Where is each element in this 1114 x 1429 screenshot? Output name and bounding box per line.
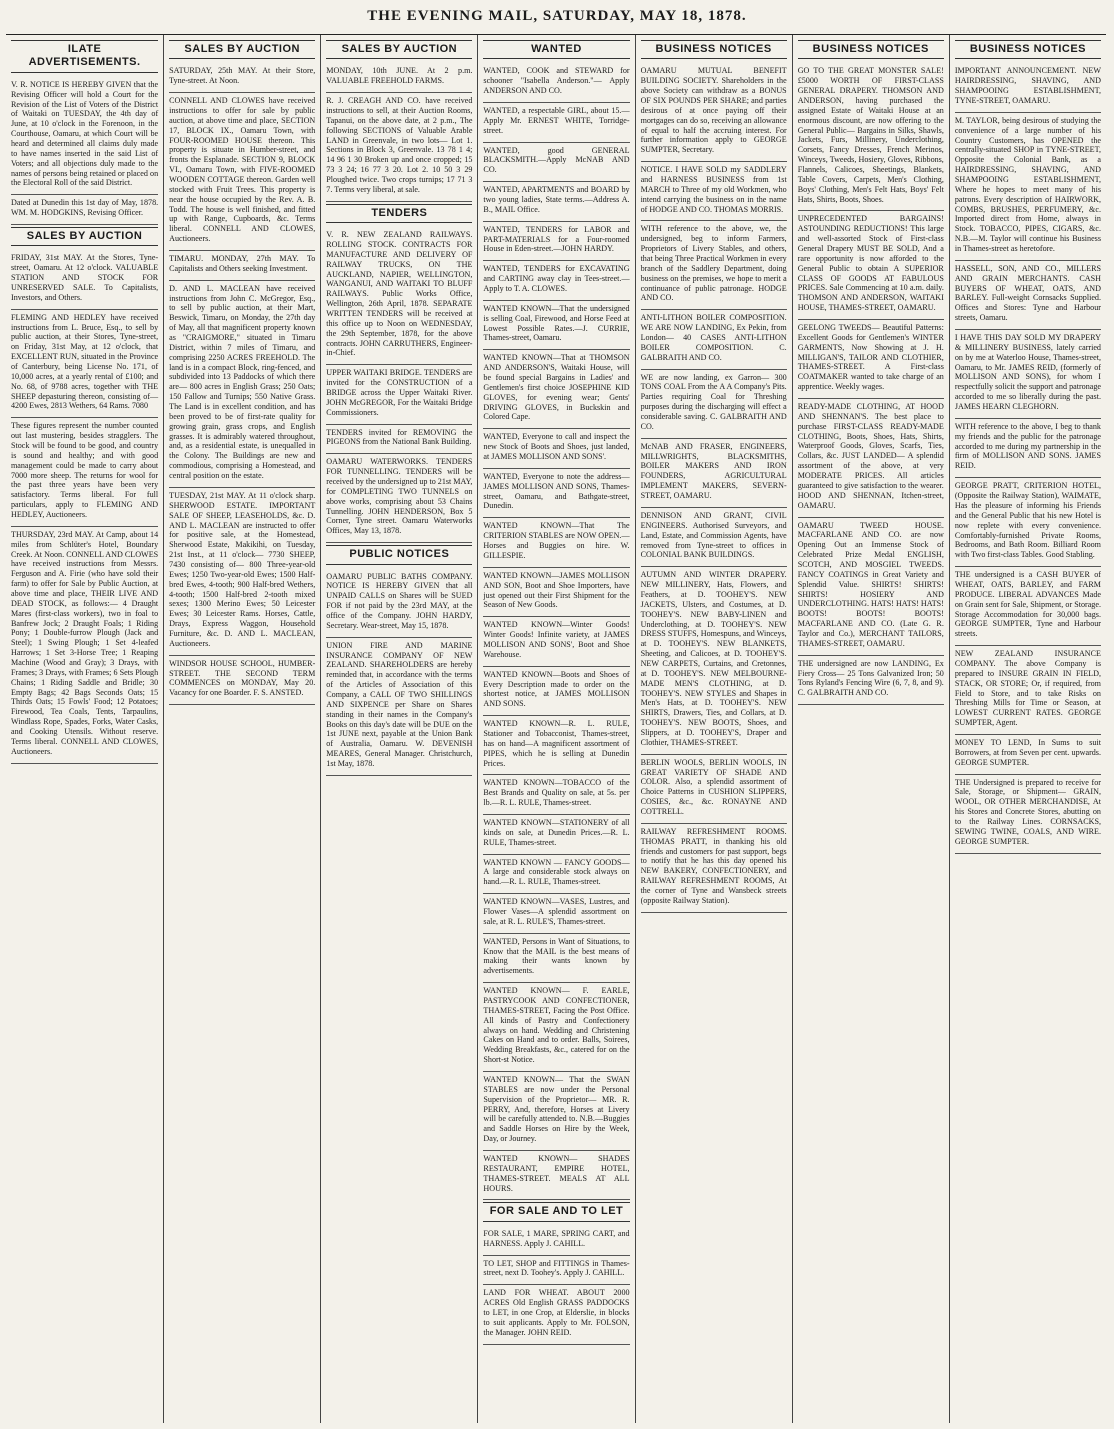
ad-block: McNAB AND FRASER, ENGINEERS, MILLWRIGHTS, BLACKSMITHS, BOILER MAKERS AND IRON FOUNDERS, AGRICULTURAL IMPLEMENT MAKERS, SEVERN-STREET, OAMARU. — [641, 439, 787, 508]
ad-block: WANTED KNOWN— That the SWAN STABLES are now under the Personal Supervision of the Proprietor— MR. R. PERRY, And, therefore, Horses at Livery will be carefully attended to. N.B.—Buggies and Saddle Horses on Hire by the Week, Day, or Journey. — [483, 1072, 629, 1151]
ad-block: FLEMING AND HEDLEY have received instructions from L. Bruce, Esq., to sell by public auction, at their Stores, Tyne-street, on Friday, 31st May, at 12 o'clock, that EXCELLENT RUN, situated in the Province of Canterbury, being License No. 171, of 10,000 acres, at a yearly rental of £100; and No. 68, of 9788 acres, together with THE SHEEP depasturing thereon, consisting of— 4200 Ewes, 2813 Wethers, 64 Rams. 7080 — [11, 310, 158, 419]
ad-block: THE Undersigned is prepared to receive for Sale, Storage, or Shipment— GRAIN, WOOL, OR OTHER MERCHANDISE, At his Stores and Concrete Stores, abutting on to the Railway Lines. CORNSACKS, SEWING TWINE, COALS, AND WIRE. GEORGE SUMPTER. — [955, 775, 1101, 854]
column-header: SALES BY AUCTION — [169, 40, 315, 59]
ad-block: FOR SALE, 1 MARE, SPRING CART, and HARNESS. Apply J. CAHILL. — [483, 1226, 629, 1256]
ad-block: WANTED, good GENERAL BLACKSMITH.—Apply McNAB AND CO. — [483, 143, 629, 183]
column-5 — [635, 35, 792, 1423]
ad-block: WITH reference to the above, I beg to thank my friends and the public for the patronage accorded to me during my partnership in the firm of MOLLISON AND SONS. JAMES REID. — [955, 419, 1101, 478]
ad-block: AUTUMN AND WINTER DRAPERY. NEW MILLINERY, Hats, Flowers, and Feathers, at D. TOOHEY'S. NEW JACKETS, Ulsters, and Costumes, at D. TOOHEY'S. NEW BABY-LINEN and Underclothing, at D. TOOHEY'S. NEW DRESS STUFFS, Homespuns, and Winceys, at D. TOOHEY'S. NEW BLANKETS, Sheeting, and Calicoes, at D. TOOHEY'S. NEW CARPETS, Curtains, and Cretonnes, at D. TOOHEY'S. NEW MELBOURNE-MADE MEN'S CLOTHING, at D. TOOHEY'S. NEW STYLES and Shapes in Men's Hats, at D. TOOHEY'S. NEW SHIRTS, Drawers, Ties, and Collars, at D. TOOHEY'S. NEW BOOTS, Shoes, and Slippers, at D. TOOHEY'S, Draper and Clothier, THAMES-STREET. — [641, 567, 787, 754]
ad-block: TUESDAY, 21st MAY. At 11 o'clock sharp. SHERWOOD ESTATE. IMPORTANT SALE OF SHEEP, LEASEHOLDS, &c. D. AND L. MACLEAN are instructed to offer for positive sale, at the Homestead, Sherwood Estate, Makikihi, on Tuesday, 21st Inst., at 11 o'clock— 7730 SHEEP, 7430 consisting of— 800 Three-year-old Ewes; 1250 Two-year-old Ewes; 1500 Half-bred Ewes, 4-tooth; 900 Half-bred Wethers, 4-tooth; 1500 Half-bred 2-tooth mixed sexes; 1300 Merino Ewes; 50 Leicester Ewes; 30 Leicester Rams. Horses, Cattle, Drays, Express Waggon, Household Furniture, &c. D. AND L. MACLEAN, Auctioneers. — [169, 488, 315, 656]
column-4 — [477, 35, 634, 1423]
ad-block: V. R. NOTICE IS HEREBY GIVEN that the Revising Officer will hold a Court for the Revision of the List of Voters of the District of Waitaki on TUESDAY, the 4th day of June, at 10 o'clock in the Forenoon, in the Courthouse, Oamaru, at which Court will be heard and determined all claims duly made to have names inserted in the said List of Voters; and all objections duly made to the names of persons being retained or placed on the Electoral Roll of the said District. — [11, 77, 158, 195]
ad-block: WANTED, TENDERS for EXCAVATING and CARTING away clay in Tees-street.—Apply to T. A. CLOWES. — [483, 261, 629, 301]
ad-block: WANTED KNOWN — FANCY GOODS—A large and considerable stock always on hand.—R. L. RULE, Thames-street. — [483, 855, 629, 895]
ad-block: WANTED KNOWN—TOBACCO of the Best Brands and Quality on sale, at 5s. per lb.—R. L. RULE, Thames-street. — [483, 775, 629, 815]
ad-block: WANTED, COOK and STEWARD for schooner "Isabella Anderson."— Apply ANDERSON AND CO. — [483, 63, 629, 103]
ad-block: WANTED, TENDERS for LABOR and PART-MATERIALS for a Four-roomed House in Eden-street.—JOHN HARDY. — [483, 222, 629, 262]
newspaper-page — [6, 34, 1106, 1423]
column-3 — [320, 35, 477, 1423]
ad-block: NOTICE. I HAVE SOLD my SADDLERY and HARNESS BUSINESS from 1st MARCH to Three of my old Workmen, who intend carrying the business on in the name of HODGE AND CO. THOMAS MORRIS. — [641, 162, 787, 221]
ad-block: WANTED KNOWN—STATIONERY of all kinds on sale, at Dunedin Prices.—R. L. RULE, Thames-street. — [483, 815, 629, 855]
section-header: TENDERS — [326, 204, 472, 223]
ad-block: THURSDAY, 23rd MAY. At Camp, about 14 miles from Schlüter's Hotel, Boundary Creek. At Noon. CONNELL AND CLOWES have received instructions from Messrs. Ferguson and A. Firie (who have sold their farm) to offer for Sale by Public Auction, at above time and place, THEIR LIVE AND DEAD STOCK, as follows:— 4 Draught Mares (first-class workers), two in foal to Banfrew Jock; 2 Draught Foals; 1 Riding Pony; 1 Double-furrow Plough (Jack and Steel); 1 Swing Plough; 1 Set 4-leafed Harrows; 1 Set 3-Horse Tree; 1 Reaping Machine (Wood and Gray); 3 Drays, with Frames; 3 Drays, with Frames; 6 Sets Plough Chains; 1 Riding Saddle and Bridle; 30 Empty Bags; 42 Bags Seconds Oats; 15 Thirds Oats; 15 Fowls' Food; 12 Potatoes; Firewood, Tea Coals, Tents, Tarpaulins, Windlass Rope, Spades, Forks, Water Casks, and Cooking Utensils. Without reserve. Terms liberal. CONNELL AND CLOWES, Auctioneers. — [11, 527, 158, 764]
column-header: BUSINESS NOTICES — [641, 40, 787, 59]
ad-block: WANTED KNOWN—R. L. RULE, Stationer and Tobacconist, Thames-street, has on hand—A magnificent assortment of PIPES, which he is selling at Dunedin Prices. — [483, 716, 629, 775]
column-2 — [163, 35, 320, 1423]
ad-block: WITH reference to the above, we, the undersigned, beg to inform Farmers, Proprietors of Livery Stables, and others, that being Three Practical Workmen in every branch of the Saddlery Department, doing business on the premises, we hope to merit a continuance of public patronage. HODGE AND CO. — [641, 221, 787, 310]
ad-block: WANTED, APARTMENTS and BOARD by two young ladies, State terms.—Address A. B., MAIL Office. — [483, 182, 629, 222]
ad-block: OAMARU MUTUAL BENEFIT BUILDING SOCIETY. Shareholders in the above Society can withdraw as a BONUS OF SIX POUNDS PER SHARE; and parties desirous of at once paying off their mortgages can do so, receiving an allowance of equal to half the accruing interest. For further information apply to GEORGE SUMPTER, Secretary. — [641, 63, 787, 162]
ad-block: UNPRECEDENTED BARGAINS! ASTOUNDING REDUCTIONS! This large and well-assorted Stock of First-class General Drapery MUST BE SOLD, And a rare opportunity is now afforded to the General Public to obtain A SUPERIOR CLASS OF GOODS AT FABULOUS PRICES. Sale Commencing at 10 a.m. daily. THOMSON AND ANDERSON, WAITAKI HOUSE, THAMES-STREET, OAMARU. — [798, 211, 944, 320]
column-1 — [6, 35, 163, 1423]
ad-block: WANTED KNOWN—VASES, Lustres, and Flower Vases—A splendid assortment on sale, at R. L. RULE'S, Thames-street. — [483, 894, 629, 934]
column-header: FOR SALE AND TO LET — [483, 1202, 629, 1221]
ad-block: WANTED KNOWN—JAMES MOLLISON AND SON, Boot and Shoe Importers, have just opened out their First Shipment for the Season of New Goods. — [483, 568, 629, 617]
ad-block: These figures represent the number counted out last mustering, besides stragglers. The Stock will be found to be good, and country is sound and healthy; and with good management could be made to carry about 7000 more sheep. The returns for wool for the past three years have been very satisfactory. Terms liberal. For full particulars, apply to FLEMING AND HEDLEY, Auctioneers. — [11, 418, 158, 527]
ad-block: WANTED, Everyone to call and inspect the new Stock of Boots and Shoes, just landed, at JAMES MOLLISON AND SONS'. — [483, 429, 629, 469]
ad-block: WANTED, Everyone to note the address—JAMES MOLLISON AND SONS, Thames-street, Oamaru, and Bathgate-street, Dunedin. — [483, 469, 629, 518]
ad-block: WANTED KNOWN—Winter Goods! Winter Goods! Infinite variety, at JAMES MOLLISON AND SONS', Boot and Shoe Warehouse. — [483, 617, 629, 666]
ad-block: R. J. CREAGH AND CO. have received instructions to sell, at their Auction Rooms, Tapanui, on the above date, at 2 p.m., The following SECTIONS of Valuable Arable LAND in Greenvale, in two lots— Lot 1. Sections in Block 3, Greenvale. 13 78 1 4; 14 96 1 30 Broken up and once cropped; 15 73 3 24; 16 77 3 20. Lot 2. 10 50 3 29 Ploughed twice. Two crops turnips; 17 71 3 7. Terms very liberal, at sale. — [326, 93, 472, 202]
column-header: BUSINESS NOTICES — [955, 40, 1101, 59]
ad-block: WANTED KNOWN—Boots and Shoes of Every Description made to order on the shortest notice, at JAMES MOLLISON AND SONS. — [483, 667, 629, 716]
ad-block: OAMARU PUBLIC BATHS COMPANY. NOTICE IS HEREBY GIVEN that all UNPAID CALLS on Shares will be SUED FOR if not paid by the 23rd MAY, at the office of the Company. JOHN HARDY, Secretary. Wear-street, May 15, 1878. — [326, 569, 472, 638]
ad-block: GEORGE PRATT, CRITERION HOTEL, (Opposite the Railway Station), WAIMATE, Has the pleasure of informing his Friends and the General Public that his new Hotel is now replete with every convenience. Comfortably-furnished Private Rooms, Bedrooms, and Bath Room. Billiard Room with Two first-class Tables. Good Stabling. — [955, 478, 1101, 567]
ad-block: WANTED KNOWN—That The CRITERION STABLES are NOW OPEN.—Horses and Buggies on hire. W. GILLESPIE. — [483, 518, 629, 567]
ad-block: WANTED, Persons in Want of Situations, to Know that the MAIL is the best means of making their wants known by advertisements. — [483, 934, 629, 983]
ad-block: CONNELL AND CLOWES have received instructions to offer for sale by public auction, at above time and place, SECTION 17, BLOCK IX., Oamaru Town, with FOUR-ROOMED HOUSE thereon. This property is situate in Humber-street, and fronts the Esplanade. SECTION 9, BLOCK VI., Oamaru Town, with FIVE-ROOMED WOODEN COTTAGE thereon. Garden well stocked with Fruit Trees. This property is near the house occupied by the Rev. A. B. Todd. The house is well finished, and fitted up with Range, Cupboards, &c. Terms liberal. CONNELL AND CLOWES, Auctioneers. — [169, 93, 315, 251]
ad-block: WANTED KNOWN— F. EARLE, PASTRYCOOK AND CONFECTIONER, THAMES-STREET, Facing the Post Office. All kinds of Pastry and Confectionery always on hand. Wedding and Christening Cakes on Hand and to order. Balls, Soirees, Wedding Breakfasts, &c., catered for on the Short-st Notice. — [483, 983, 629, 1072]
ad-block: SATURDAY, 25th MAY. At their Store, Tyne-street. At Noon. — [169, 63, 315, 93]
column-header: WANTED — [483, 40, 629, 59]
ad-block: D. AND L. MACLEAN have received instructions from John C. McGregor, Esq., to sell by public auction, at their Mart, Beswick, Timaru, on Monday, the 27th day of May, all that magnificent property known as "CRAIGMORE," situated in Timaru District, within 7 miles of Timaru, and comprising 2250 ACRES FREEHOLD. The land is in a compact Block, ring-fenced, and subdivided into 13 Paddocks of which there are— 800 acres in English Grass; 250 Oats; 150 Fallow and Turnips; 550 Native Grass. The Land is in excellent condition, and has been proved to be of first-rate quality for growing grain, grass crops, and English grasses. It is admirably watered throughout, and, as a residential estate, is unequalled in the Colony. The Buildings are new and commodious, comprising a Homestead, and central position on the estate. — [169, 281, 315, 488]
ad-block: WE are now landing, ex Garron— 300 TONS COAL From the A A Company's Pits. Parties requiring Coal for Threshing purposes during the discharging will effect a considerable saving. C. GALBRAITH AND CO. — [641, 370, 787, 439]
ad-block: GO TO THE GREAT MONSTER SALE! £5000 WORTH OF FIRST-CLASS GENERAL DRAPERY. THOMSON AND ANDERSON, having purchased the assigned Estate of Waitaki House at an enormous discount, are now offering to the General Public— Bargains in Silks, Shawls, Jackets, Furs, Millinery, Underclothing, Corsets, Fancy Dresses, French Merinos, Winceys, Tweeds, Hosiery, Gloves, Ribbons, Flannels, Calicoes, Sheetings, Blankets, Table Covers, Carpets, Men's Clothing, Boys' Clothing, Men's Felt Hats, Boys' Felt Hats, Shirts, Boots, Shoes. — [798, 63, 944, 211]
ad-block: IMPORTANT ANNOUNCEMENT. NEW HAIRDRESSING, SHAVING, AND SHAMPOOING ESTABLISHMENT, TYNE-STREET, OAMARU. — [955, 63, 1101, 112]
column-7 — [949, 35, 1106, 1423]
ad-block: UNION FIRE AND MARINE INSURANCE COMPANY OF NEW ZEALAND. SHAREHOLDERS are hereby reminded that, in accordance with the terms of the Articles of Association of this Company, a CALL OF TWO SHILLINGS AND SIXPENCE per Share on Shares standing in their names in the Company's Books on this day's date will be DUE on the 1st JUNE next, payable at the Union Bank of Australia, Oamaru. W. DEVENISH MEARES, General Manager. Christchurch, 1st May, 1878. — [326, 638, 472, 776]
ad-block: MONDAY, 10th JUNE. At 2 p.m. VALUABLE FREEHOLD FARMS. — [326, 63, 472, 93]
ad-block: M. TAYLOR, being desirous of studying the convenience of a large number of his Country Customers, has OPENED the centrally-situated SHOP in TYNE-STREET, Opposite the Colonial Bank, as a HAIRDRESSING, SHAVING, AND SHAMPOOING ESTABLISHMENT, Where he hopes to meet many of his patrons. Every description of HAIRWORK, COMBS, BRUSHES, PERFUMERY, &c. Imported direct from Home, always in Stock. TOBACCO, PIPES, CIGARS, &c. N.B.—M. Taylor will continue his Business in Thames-street as heretofore. — [955, 113, 1101, 261]
masthead: THE EVENING MAIL, SATURDAY, MAY 18, 1878. — [367, 8, 747, 24]
ad-block: WANTED, a respectable GIRL, about 15.—Apply Mr. ERNEST WHITE, Torridge-street. — [483, 103, 629, 143]
ad-block: V. R. NEW ZEALAND RAILWAYS. ROLLING STOCK. CONTRACTS FOR MANUFACTURE AND DELIVERY OF RAILWAY TRUCKS, ON THE AUCKLAND, NAPIER, WELLINGTON, WANGANUI, AND WAITAKI TO BLUFF RAILWAYS. Public Works Office, Wellington, 26th April, 1878. SEPARATE WRITTEN TENDERS will be received at this office up to Noon on WEDNESDAY, the 29th September, 1878, for the above contracts. JOHN CARRUTHERS, Engineer-in-Chief. — [326, 227, 472, 365]
ad-block: TIMARU. MONDAY, 27th MAY. To Capitalists and Others seeking Investment. — [169, 251, 315, 281]
column-header: SALES BY AUCTION — [11, 227, 158, 246]
ad-block: BERLIN WOOLS, BERLIN WOOLS, IN GREAT VARIETY OF SHADE AND COLOR. Also, a splendid assortment of Choice Patterns in CUSHION SLIPPERS, COSIES, &c., &c. RONAYNE AND COTTRELL. — [641, 755, 787, 824]
ad-block: OAMARU TWEED HOUSE. MACFARLANE AND CO. are now Opening Out an Immense Stock of Celebrated Prize Medal ENGLISH, SCOTCH, AND MOSGIEL TWEEDS. FANCY COATINGS in Great Variety and Splendid Value. SHIRTS! SHIRTS! SHIRTS! HOSIERY AND UNDERCLOTHING. HATS! HATS! HATS! BOOTS! BOOTS! BOOTS! MACFARLANE AND CO. (Late G. R. Taylor and Co.), MERCHANT TAILORS, THAMES-STREET, OAMARU. — [798, 518, 944, 656]
ad-block: MONEY TO LEND, In Sums to suit Borrowers, at from Seven per cent. upwards. GEORGE SUMPTER. — [955, 735, 1101, 775]
column-6 — [792, 35, 949, 1423]
ad-block: DENNISON AND GRANT, CIVIL ENGINEERS. Authorised Surveyors, and Land, Estate, and Commission Agents, have removed from Tyne-street to offices in COLONIAL BANK BUILDINGS. — [641, 508, 787, 567]
ad-block: TO LET, SHOP and FITTINGS in Thames-street, next D. Toohey's. Apply J. CAHILL. — [483, 1256, 629, 1286]
column-header: SALES BY AUCTION — [326, 40, 472, 59]
ad-block: WINDSOR HOUSE SCHOOL, HUMBER-STREET. THE SECOND TERM COMMENCES on MONDAY, May 20. Vacancy for one Boarder. F. S. ANSTED. — [169, 656, 315, 705]
ad-block: NEW ZEALAND INSURANCE COMPANY. The above Company is prepared to INSURE GRAIN IN FIELD, STACK, OR STORE; Or, if required, from Field to Store, and to take Risks on Threshing Mills for Time or Season, at LOWEST CURRENT RATES. GEORGE SUMPTER, Agent. — [955, 646, 1101, 735]
ad-block: UPPER WAITAKI BRIDGE. TENDERS are invited for the CONSTRUCTION of a BRIDGE across the Upper Waitaki River. JOHN McGREGOR, For the Waitaki Bridge Commissioners. — [326, 365, 472, 424]
column-header: ILATE ADVERTISEMENTS. — [11, 40, 158, 73]
column-header: BUSINESS NOTICES — [798, 40, 944, 59]
column-header: PUBLIC NOTICES — [326, 545, 472, 564]
ad-block: LAND FOR WHEAT. ABOUT 2000 ACRES Old English GRASS PADDOCKS to LET, in one Crop, at Elderslie, in blocks to suit applicants. Apply to Mr. FOLSON, the Manager. JOHN REID. — [483, 1285, 629, 1344]
ad-block: THE undersigned are now LANDING, Ex Fiery Cross— 25 Tons Galvanized Iron; 50 Tons Ryland's Fencing Wire (6, 7, 8, and 9). C. GALBRAITH AND CO. — [798, 656, 944, 705]
ad-block: I HAVE THIS DAY SOLD MY DRAPERY & MILLINERY BUSINESS, lately carried on by me at Waterloo House, Thames-street, Oamaru, to Mr. JAMES REID, (formerly of MOLLISON AND SONS), for whom I respectfully solicit the support and patronage accorded to me so liberally during the past. JAMES HEARN CLEGHORN. — [955, 330, 1101, 419]
ad-block: RAILWAY REFRESHMENT ROOMS. THOMAS PRATT, in thanking his old friends and customers for past support, begs to notify that he has this day opened his NEW BAKERY, CONFECTIONERY, and RAILWAY REFRESHMENT ROOMS, At the corner of Tyne and Wansbeck streets (opposite Railway Station). — [641, 824, 787, 913]
ad-block: Dated at Dunedin this 1st day of May, 1878. WM. M. HODGKINS, Revising Officer. — [11, 195, 158, 225]
ad-block: THE undersigned is a CASH BUYER of WHEAT, OATS, BARLEY, and FARM PRODUCE. LIBERAL ADVANCES Made on Grain sent for Sale, Shipment, or Storage. Storage Accommodation for 30,000 bags. GEORGE SUMPTER, Tyne and Harbour streets. — [955, 567, 1101, 646]
ad-block: WANTED KNOWN— SHADES RESTAURANT, EMPIRE HOTEL, THAMES-STREET. MEALS AT ALL HOURS. — [483, 1151, 629, 1200]
ad-block: FRIDAY, 31st MAY. At the Stores, Tyne-street, Oamaru. At 12 o'clock. VALUABLE STATION AND STOCK FOR UNRESERVED SALE. To Capitalists, Investors, and Others. — [11, 250, 158, 309]
ad-block: WANTED KNOWN—That at THOMSON AND ANDERSON'S, Waitaki House, will be found special Bargains in Ladies' and Gentlemen's first choice JOSEPHINE KID GLOVES, for evening wear; Gents' DRIVING GLOVES, in Buckskin and Colored Cape. — [483, 350, 629, 429]
ad-block: OAMARU WATERWORKS. TENDERS FOR TUNNELLING. TENDERS will be received by the undersigned up to 21st MAY, for COMPLETING TWO TUNNELS on above works, comprising about 53 Chains Tunnelling. JOHN HENDERSON, Box 5 Corner, Tyne street. Oamaru Waterworks Offices, May 13, 1878. — [326, 454, 472, 543]
ad-block: HASSELL, SON, AND CO., MILLERS AND GRAIN MERCHANTS. CASH BUYERS OF WHEAT, OATS, AND BARLEY. Full-weight Cornsacks Supplied. Offices and Stores: Tyne and Harbour streets, Oamaru. — [955, 261, 1101, 330]
ad-block: GEELONG TWEEDS— Beautiful Patterns: Excellent Goods for Gentlemen's WINTER GARMENTS, Now Showing at J. H. MILLIGAN'S, TAILOR AND CLOTHIER, THAMES-STREET. A First-class COATMAKER wanted to take charge of an apprentice. Weekly wages. — [798, 320, 944, 399]
ad-block: TENDERS invited for REMOVING the PIGEONS from the National Bank Building. — [326, 425, 472, 455]
ad-block: READY-MADE CLOTHING, AT HOOD AND SHENNAN'S. The best place to purchase FIRST-CLASS READY-MADE CLOTHING, Boots, Shoes, Hats, Shirts, Waterproof Goods, Gloves, Scarfs, Ties, Collars, &c. JUST LANDED— A splendid assortment of the above, at very MODERATE PRICES. All articles guaranteed to give satisfaction to the wearer. HOOD AND SHENNAN, Itchen-street, OAMARU. — [798, 399, 944, 517]
ad-block: WANTED KNOWN—That the undersigned is selling Coal, Firewood, and Horse Feed at Lowest Possible Rates.—J. CURRIE, Thames-street, Oamaru. — [483, 301, 629, 350]
ad-block: ANTI-LITHON BOILER COMPOSITION. WE ARE NOW LANDING, Ex Pekin, from London— 40 CASES ANTI-LITHON BOILER COMPOSITION. C. GALBRAITH AND CO. — [641, 310, 787, 369]
